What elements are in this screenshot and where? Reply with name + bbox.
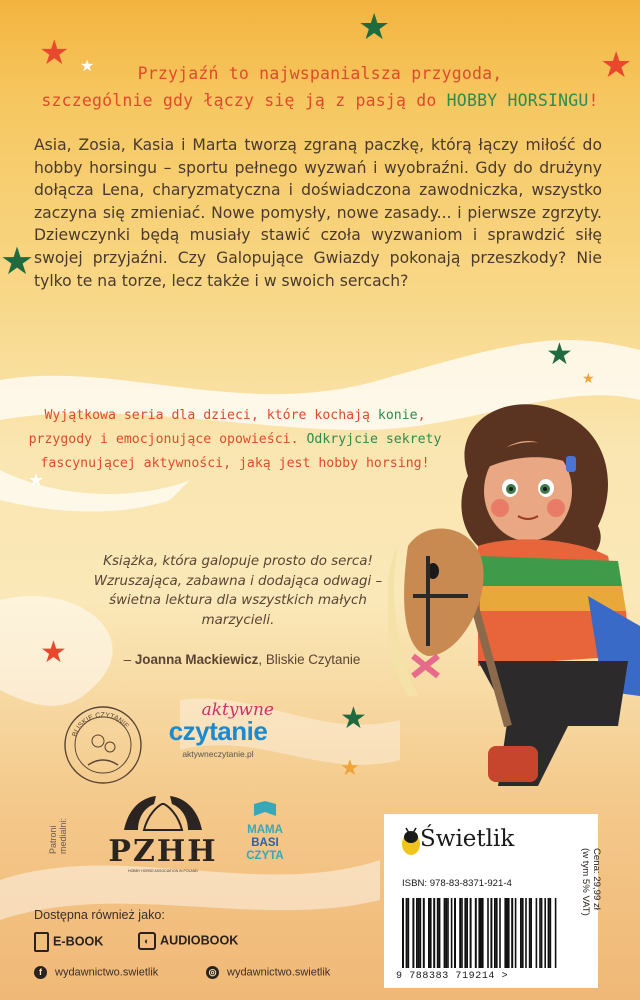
tagline-text: szczególnie gdy łączy się ją z pasją do bbox=[41, 91, 447, 110]
price-vat-line: (w tym 5% VAT) bbox=[580, 848, 591, 916]
mama-basi-czyta-logo bbox=[240, 800, 290, 863]
mama-line: MAMA bbox=[247, 824, 283, 836]
tagline-highlight: HOBBY HORSINGU bbox=[446, 91, 589, 110]
available-formats-label: Dostępna również jako: bbox=[34, 908, 165, 922]
instagram-icon: ◎ bbox=[206, 966, 219, 979]
audiobook-format bbox=[138, 932, 238, 950]
facebook-icon: f bbox=[34, 966, 47, 979]
price-label bbox=[580, 848, 602, 968]
blurb-text: przygody i emocjonujące opowieści. bbox=[28, 432, 307, 447]
svg-text:BLISKIE CZYTANIE bbox=[71, 712, 130, 738]
star-icon: ★ bbox=[340, 756, 360, 781]
publisher-logo: Świetlik bbox=[420, 826, 515, 852]
blurb-highlight: konie bbox=[377, 408, 418, 423]
book-description: Asia, Zosia, Kasia i Marta tworzą zgraną paczkę, którą łączy miłość do hobby horsingu – sportu pełnego wyzwań i wyobraźni. Gdy do drużyny dołącza Lena, charyzmatyczna i doświadczona zawodniczka, wszystko zaczyna się zmieniać. Nowe pomysły, nowe zasady... i pierwsze zgrzyty. Dziewczynki będą musiały stawić czoła wyzwaniom i sprawdzić siłę swojej przyjaźni. Czy Galopujące Gwiazdy pokonają przeszkody? Nie tylko te na torze, lecz także i w swoich sercach? bbox=[34, 136, 602, 290]
star-icon: ★ bbox=[546, 337, 573, 372]
star-icon: ★ bbox=[0, 239, 35, 283]
aktywne-script-text: aktywne bbox=[201, 700, 274, 720]
blurb-highlight: Odkryjcie sekrety bbox=[306, 432, 442, 447]
star-icon: ★ bbox=[40, 635, 67, 670]
media-patrons-label: Patroni medialni: bbox=[48, 817, 68, 854]
blurb-text: , bbox=[417, 408, 426, 423]
tagline-line-2 bbox=[0, 91, 640, 110]
pzhh-text: PZHH bbox=[108, 834, 218, 869]
tagline-line-1: Przyjaźń to najwspanialsza przygoda, bbox=[137, 64, 503, 83]
star-icon: ★ bbox=[600, 45, 633, 86]
star-icon: ★ bbox=[39, 33, 70, 73]
star-icon: ★ bbox=[28, 470, 45, 491]
star-icon: ★ bbox=[80, 56, 95, 75]
ebook-icon bbox=[34, 932, 49, 952]
review-quote: Książka, która galopuje prosto do serca! Wzruszająca, zabawna i dodająca odwagi – świetna lektura dla wszystkich małych marzycieli. bbox=[93, 554, 383, 628]
barcode bbox=[402, 898, 580, 968]
girl-with-hobby-horse-illustration bbox=[388, 396, 640, 820]
pzhh-subtitle: HOBBY HORSE ASSOCIATION IN POLAND bbox=[128, 869, 198, 873]
quote-author: Joanna Mackiewicz bbox=[134, 652, 259, 667]
pzhh-logo bbox=[104, 790, 222, 873]
aktywne-czytanie-logo bbox=[152, 700, 284, 759]
barcode-digits: 9 788383 719214 > bbox=[396, 971, 509, 982]
barcode-panel bbox=[384, 814, 598, 988]
audiobook-label: AUDIOBOOK bbox=[160, 933, 239, 948]
instagram-handle[interactable] bbox=[206, 966, 330, 979]
facebook-handle[interactable] bbox=[34, 966, 158, 979]
price-line: Cena: 29,99 zł bbox=[591, 848, 602, 910]
tagline-text: ! bbox=[588, 91, 599, 110]
isbn-number: ISBN: 978-83-8371-921-4 bbox=[402, 878, 512, 889]
horse-heads-icon bbox=[104, 790, 222, 832]
aktywne-main-text: czytanie bbox=[168, 716, 268, 746]
star-icon: ★ bbox=[358, 7, 391, 48]
instagram-handle-text: wydawnictwo.swietlik bbox=[227, 966, 331, 979]
star-icon: ★ bbox=[582, 371, 595, 387]
mama-line: CZYTA bbox=[246, 850, 284, 862]
blurb-text: Wyjątkowa seria dla dzieci, które kochają bbox=[44, 408, 378, 423]
star-icon: ★ bbox=[340, 701, 367, 736]
aktywne-url: aktywneczytanie.pl bbox=[182, 749, 254, 759]
bliskie-czytanie-logo bbox=[62, 703, 144, 787]
mama-line: BASI bbox=[251, 837, 279, 849]
book-icon bbox=[250, 800, 280, 820]
ebook-format bbox=[34, 932, 103, 952]
ebook-label: E-BOOK bbox=[53, 934, 104, 949]
facebook-handle-text: wydawnictwo.swietlik bbox=[55, 966, 159, 979]
headphones-icon: ◐ bbox=[138, 932, 156, 950]
quote-source: , Bliskie Czytanie bbox=[258, 652, 361, 667]
seal-text: BLISKIE CZYTANIE bbox=[71, 711, 130, 738]
quote-attribution: – Joanna Mackiewicz, Bliskie Czytanie bbox=[123, 652, 361, 667]
series-blurb-line-3: fascynującej aktywności, jaką jest hobby horsing! bbox=[40, 456, 430, 471]
